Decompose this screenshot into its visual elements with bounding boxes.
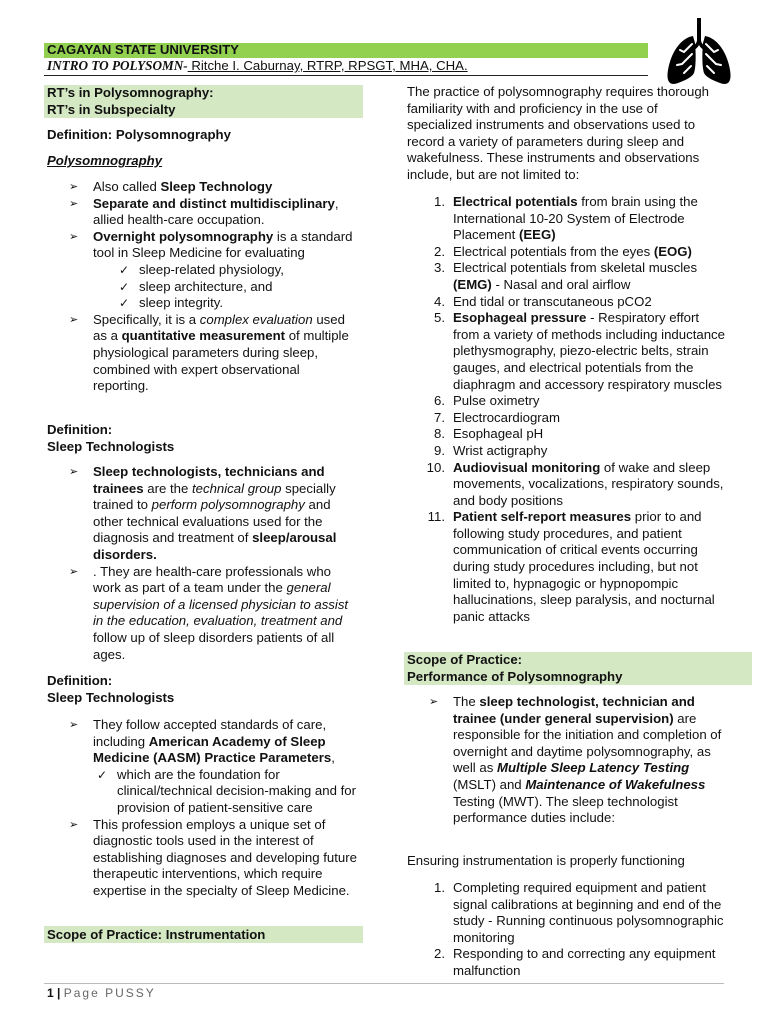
list-item: ➢ The sleep technologist, technician and trainee (under general supervision) are responsible for the initiation and completion of overnight and daytime polysomnography, as well as Multiple Sleep Latency Testing (MSLT) and Maintenance of Wakefulness Testing (MWT). The sleep technologist performance duties include: xyxy=(407,694,725,827)
item-text: Electrical potentials from skeletal muscles xyxy=(453,260,698,276)
item-text: from brain using the International 10-20 System of Electrode Placement xyxy=(453,194,698,243)
heading-line: Definition: xyxy=(47,422,113,437)
instrument-item xyxy=(407,509,725,625)
item-text: prior to and following study procedures, and patient communication of critical events occurring during study procedures including, but not limited to, hypnagogic or hypnopompic hallucinations, sleep paralysis, and nocturnal panic attacks xyxy=(453,509,715,624)
check-item: ✓ which are the foundation for clinical/technical decision-making and for provision of patient-sensitive care xyxy=(93,767,357,817)
item-text: Pulse oximetry xyxy=(453,393,540,409)
footer-rule xyxy=(44,983,724,984)
list-item: ➢ They follow accepted standards of care, including American Academy of Sleep Medicine (AASM) Practice Parameters, ✓ which are the foundation for clinical/technical decision-making and for provision of patient-sensitive care xyxy=(47,717,357,817)
instrumentation-list xyxy=(407,194,725,625)
duties-list xyxy=(407,880,725,980)
instrument-item xyxy=(407,194,725,244)
performance-list xyxy=(407,694,725,827)
item-text: Electrocardiogram xyxy=(453,409,561,425)
definition-heading xyxy=(47,422,174,455)
instrument-item xyxy=(407,393,725,410)
page-label: Page PUSSY xyxy=(63,986,156,1000)
heading-line: Definition: xyxy=(47,673,113,688)
item-number: 6. xyxy=(434,393,445,409)
lungs-icon xyxy=(664,14,734,86)
author-name: Ritche I. Caburnay, RTRP, RPSGT, MHA, CHA. xyxy=(187,58,468,73)
item-number: 3. xyxy=(434,260,445,276)
list-item: 2. Responding to and correcting any equipment malfunction xyxy=(407,946,725,979)
list-item: ➢ Sleep technologists, technicians and trainees are the technical group specially trained to perform polysomnography and other technical evaluations used for the diagnosis and treatment of sleep/arousal disorders. xyxy=(47,464,357,564)
definition-heading: Definition: Polysomnography xyxy=(47,127,231,142)
item-number: 8. xyxy=(434,426,445,442)
instrument-item xyxy=(407,294,725,311)
course-author-line xyxy=(47,58,468,74)
instrument-item xyxy=(407,410,725,427)
page-number: 1 xyxy=(47,986,54,1000)
check-item: ✓ sleep integrity. xyxy=(115,295,357,312)
intro-paragraph: The practice of polysomnography requires thorough familiarity with and proficiency in the use of specialized instruments and observations used to record a variety of parameters during sleep and wakefulness. These instruments and observations include, but are not limited to: xyxy=(407,84,710,182)
check-item: ✓ sleep architecture, and xyxy=(115,279,357,296)
section-band-performance xyxy=(404,652,752,685)
university-name: CAGAYAN STATE UNIVERSITY xyxy=(47,42,239,57)
check-item: ✓ sleep-related physiology, xyxy=(115,262,357,279)
item-bold-text: Patient self-report measures xyxy=(453,509,632,525)
item-bold-text: (EMG) xyxy=(453,276,492,292)
item-text: of wake and sleep movements, vocalizations, respiratory sounds, and body positions xyxy=(453,459,724,508)
standards-sublist xyxy=(93,767,357,817)
polysomnography-heading: Polysomnography xyxy=(47,153,163,168)
header-rule xyxy=(44,75,648,76)
band-line: Performance of Polysomnography xyxy=(407,668,623,684)
item-text: Electrical potentials from the eyes xyxy=(453,243,654,259)
instrument-item xyxy=(407,426,725,443)
band-line: Scope of Practice: xyxy=(407,652,523,667)
definition-heading xyxy=(47,673,174,706)
heading-line: Sleep Technologists xyxy=(47,689,175,705)
instrument-item xyxy=(407,310,725,393)
item-number: 7. xyxy=(434,409,445,425)
item-number: 11. xyxy=(427,509,445,525)
list-item: ➢ . They are health-care professionals who work as part of a team under the general supervision of a licensed physician to assist in the education, evaluation, treatment and follow up of sleep disorders patients of all ages. xyxy=(47,564,357,664)
item-text: - Nasal and oral airflow xyxy=(491,276,631,292)
item-number: 1. xyxy=(434,880,445,895)
section-band-rts xyxy=(44,85,363,118)
item-number: 2. xyxy=(434,243,445,259)
list-item: ➢ This profession employs a unique set of diagnostic tools used in the interest of establishing diagnoses and developing future therapeutic interventions, which require expertise in the specialty of Sleep Medicine. xyxy=(47,817,357,900)
item-number: 2. xyxy=(434,946,445,962)
technologists-list xyxy=(47,464,357,663)
item-number: 9. xyxy=(434,442,445,458)
list-item: ➢ Separate and distinct multidisciplinary, allied health-care occupation. xyxy=(47,196,357,229)
standards-list xyxy=(47,717,357,900)
item-bold-text: Esophageal pressure xyxy=(453,310,587,326)
instrument-item xyxy=(407,260,725,293)
instrument-item xyxy=(407,443,725,460)
item-text: Wrist actigraphy xyxy=(453,442,548,458)
list-item: ➢ Specifically, it is a complex evaluation used as a quantitative measurement of multiple physiological parameters during sleep, combined with expert observational reporting. xyxy=(47,312,357,395)
item-text: - Respiratory effort from a variety of methods including inductance plethysmography, piezo-electric belts, strain gauges, and electrical potentials from the diaphragm and accessory respiratory muscles xyxy=(453,310,725,392)
section-band-instrumentation: Scope of Practice: Instrumentation xyxy=(44,926,363,943)
polysomnography-list xyxy=(47,179,357,395)
item-bold-text: Electrical potentials xyxy=(453,194,578,209)
footer-separator: | xyxy=(53,986,64,1000)
ensuring-paragraph: Ensuring instrumentation is properly functioning xyxy=(407,853,685,868)
page-footer xyxy=(47,985,156,1002)
item-text: End tidal or transcutaneous pCO2 xyxy=(453,293,652,309)
item-bold-text: (EOG) xyxy=(653,243,692,259)
item-number: 5. xyxy=(434,310,445,326)
heading-line: Sleep Technologists xyxy=(47,438,175,454)
item-number: 4. xyxy=(434,293,445,309)
item-number: 10. xyxy=(426,459,445,475)
item-bold-text: (EEG) xyxy=(518,227,556,243)
course-title: INTRO TO POLYSOMN- xyxy=(47,58,188,73)
item-number: 1. xyxy=(434,194,445,209)
instrument-item xyxy=(407,244,725,261)
list-item: ➢ Also called Sleep Technology xyxy=(47,179,357,196)
band-line: RT’s in Polysomnography: xyxy=(47,85,214,100)
list-item: ➢ Overnight polysomnography is a standard tool in Sleep Medicine for evaluating ✓ sleep-related physiology, ✓ sleep architecture, and ✓ sleep integrity. xyxy=(47,229,357,312)
item-bold-text: Audiovisual monitoring xyxy=(453,459,601,475)
band-line: RT’s in Subspecialty xyxy=(47,101,176,117)
evaluating-sublist xyxy=(115,262,357,312)
list-item: 1. Completing required equipment and patient signal calibrations at beginning and end of the study - Running continuous polysomnographic monitoring xyxy=(407,880,725,946)
instrument-item xyxy=(407,460,725,510)
item-text: Esophageal pH xyxy=(453,426,544,442)
